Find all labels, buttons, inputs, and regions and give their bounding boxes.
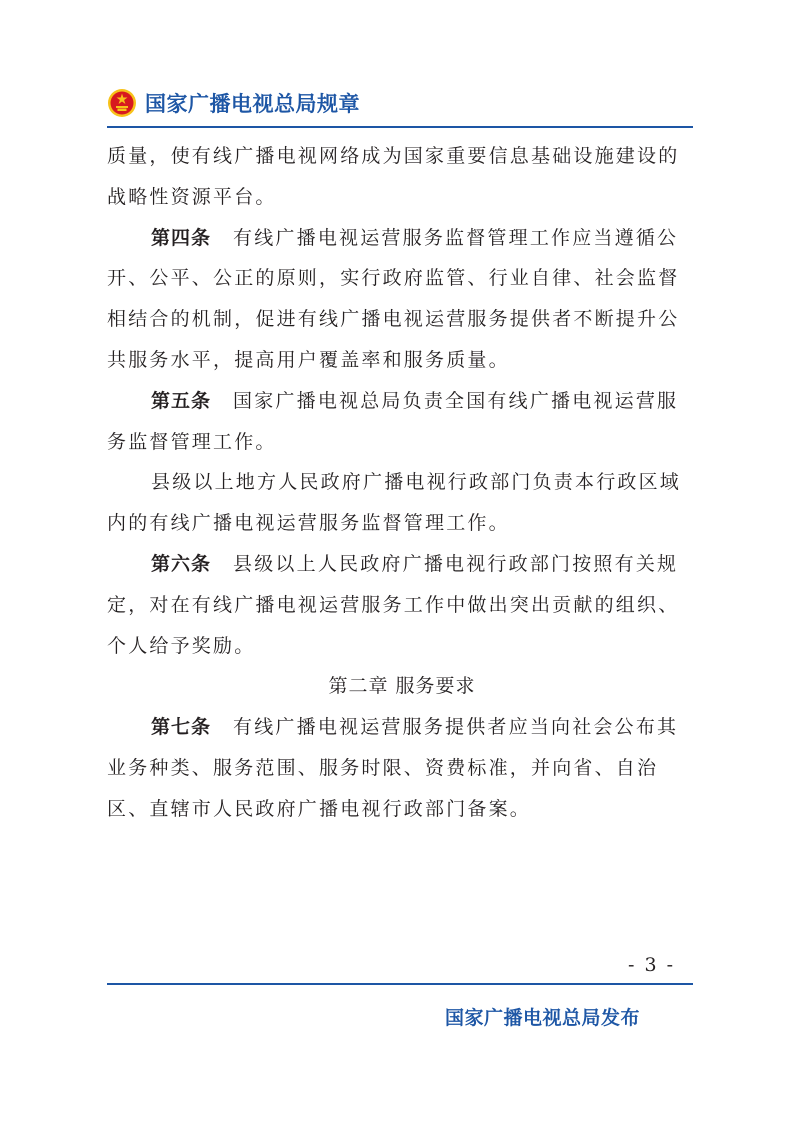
article-4-label: 第四条 <box>151 226 212 249</box>
chapter-heading: 第二章 服务要求 <box>328 675 476 698</box>
document-body <box>107 136 697 830</box>
national-emblem-icon <box>107 88 137 118</box>
article-4-text: 有线广播电视运营服务监督管理工作应当遵循公开、公平、公正的原则，实行政府监管、行业自律、社会监督相结合的机制，促进有线广播电视运营服务提供者不断提升公共服务水平，提高用户覆盖率和服务质量。 <box>107 226 680 371</box>
article-6-text: 县级以上人民政府广播电视行政部门按照有关规定，对在有线广播电视运营服务工作中做出突出贡献的组织、个人给予奖励。 <box>107 552 680 657</box>
article-5-label: 第五条 <box>151 389 212 412</box>
article-4 <box>107 218 697 381</box>
article-5-paragraph-2: 县级以上地方人民政府广播电视行政部门负责本行政区域内的有线广播电视运营服务监督管理工作。 <box>107 471 682 535</box>
paragraph-continuation: 质量，使有线广播电视网络成为国家重要信息基础设施建设的战略性资源平台。 <box>107 145 680 208</box>
article-7-label: 第七条 <box>151 716 212 739</box>
article-7-text: 有线广播电视运营服务提供者应当向社会公布其业务种类、服务范围、服务时限、资费标准，并向省、自治区、直辖市人民政府广播电视行政部门备案。 <box>107 716 679 820</box>
header-divider <box>107 126 693 128</box>
footer-publisher: 国家广播电视总局发布 <box>445 1007 641 1029</box>
page-header <box>107 83 360 123</box>
article-5 <box>107 381 697 463</box>
article-5-text: 国家广播电视总局负责全国有线广播电视运营服务监督管理工作。 <box>107 389 679 453</box>
article-6 <box>107 544 697 666</box>
footer-divider <box>107 983 693 985</box>
article-6-label: 第六条 <box>151 552 212 575</box>
article-7 <box>107 707 697 829</box>
header-title: 国家广播电视总局规章 <box>145 92 360 116</box>
page-number: - 3 - <box>627 954 675 976</box>
